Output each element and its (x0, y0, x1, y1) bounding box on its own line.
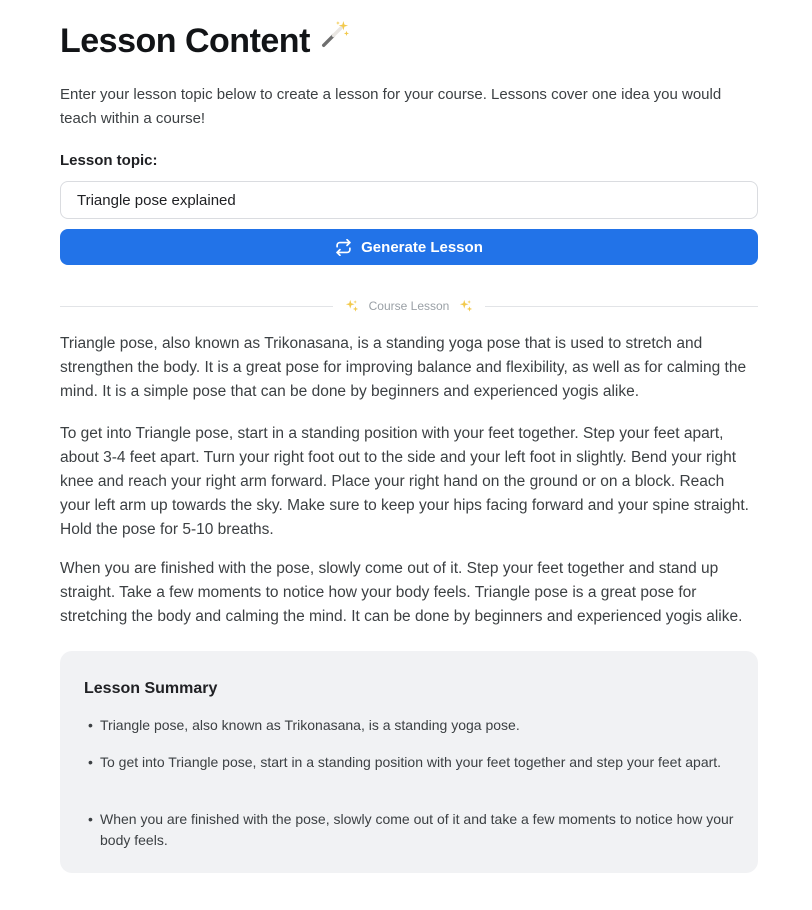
divider-line (485, 306, 758, 307)
lesson-paragraph: Triangle pose, also known as Trikonasana, is a standing yoga pose that is used to stretch and strengthen the body. It is a great pose for improving balance and flexibility, as well as for calming the mind. It is a simple pose that can be done by beginners and experienced yogis alike. (60, 335, 747, 400)
lesson-summary-card (60, 651, 758, 873)
lesson-paragraph: When you are finished with the pose, slowly come out of it. Step your feet together and stand up straight. Take a few moments to notice how your body feels. Triangle pose is a great pose for stretching the body and calming the mind. It can be done by beginners and experienced yogis alike. (60, 560, 743, 625)
summary-bullet: • When you are finished with the pose, slowly come out of it and take a few moments to notice how your body feels. (84, 809, 734, 851)
page-title-text: Lesson Content (60, 22, 310, 60)
topic-input[interactable] (60, 181, 758, 219)
course-lesson-divider (60, 298, 758, 314)
sparkles-icon (459, 299, 473, 313)
page-title (60, 22, 758, 60)
lesson-summary-list (84, 715, 734, 851)
generate-lesson-label: Generate Lesson (361, 238, 483, 256)
repeat-icon (335, 239, 352, 256)
divider-line (60, 306, 333, 307)
magic-wand-icon (319, 20, 349, 58)
summary-bullet: • To get into Triangle pose, start in a standing position with your feet together and step your feet apart. (84, 752, 734, 773)
sparkles-icon (345, 299, 359, 313)
generate-lesson-button[interactable] (60, 229, 758, 265)
intro-text: Enter your lesson topic below to create a lesson for your course. Lessons cover one idea you would teach within a course! (60, 86, 722, 127)
lesson-paragraph: To get into Triangle pose, start in a standing position with your feet together. Step your feet apart, about 3-4 feet apart. Turn your right foot out to the side and your left foot in slightly. Bend your right knee and reach your right arm forward. Place your right hand on the ground or on a block. Reach your left arm up towards the sky. Make sure to keep your hips facing forward and your spine straight. Hold the pose for 5-10 breaths. (60, 425, 749, 538)
lesson-summary-title: Lesson Summary (84, 680, 218, 697)
summary-bullet: • Triangle pose, also known as Trikonasana, is a standing yoga pose. (84, 715, 734, 736)
topic-label: Lesson topic: (60, 152, 158, 169)
divider-label: Course Lesson (368, 299, 450, 313)
